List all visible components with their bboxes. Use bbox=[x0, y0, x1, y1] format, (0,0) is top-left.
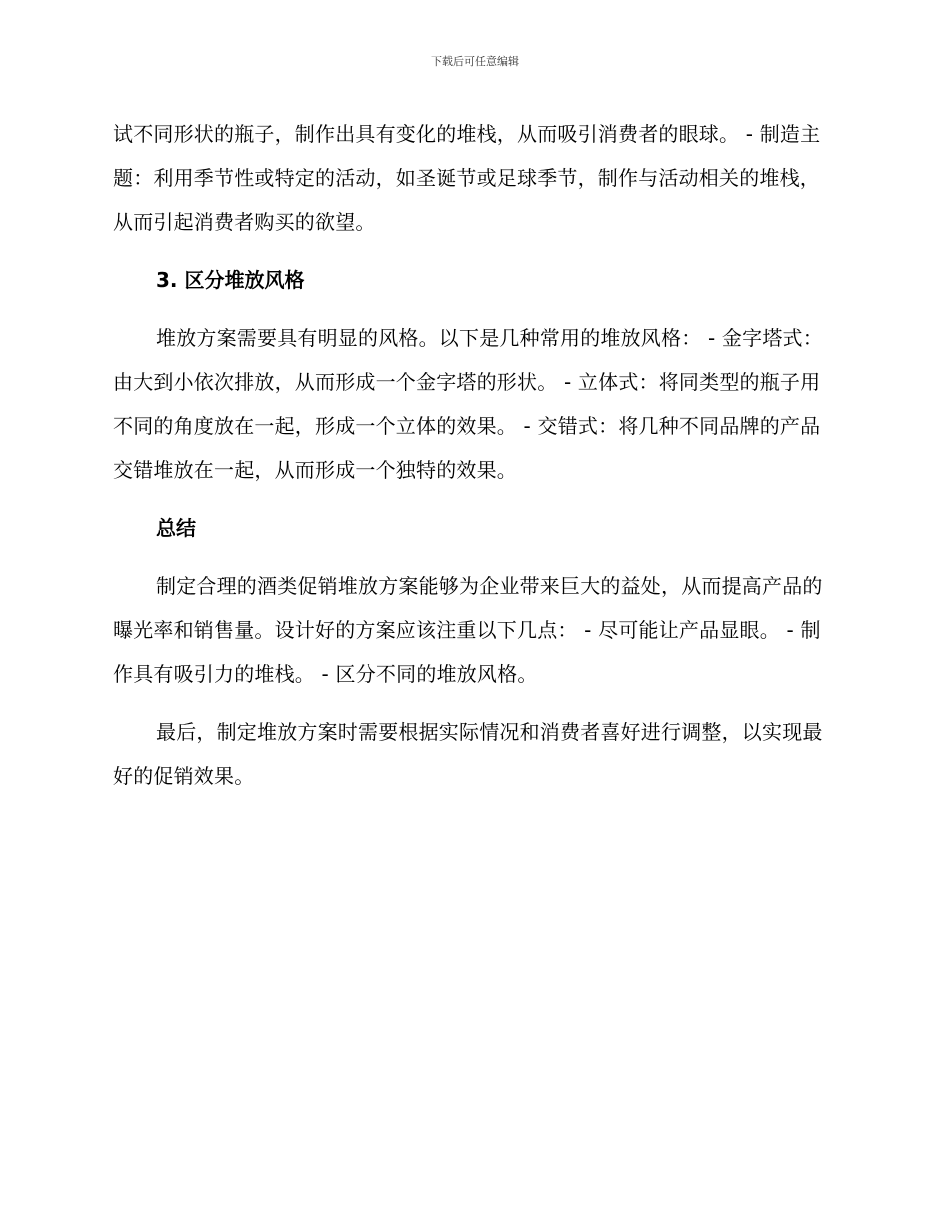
section-heading-stacking-style: 3. 区分堆放风格 bbox=[156, 268, 305, 292]
paragraph-stacking-styles: 堆放方案需要具有明显的风格。以下是几种常用的堆放风格： - 金字塔式：由大到小依次排放，从而形成一个金字塔的形状。 - 立体式：将同类型的瓶子用不同的角度放在一起，形成一个立体的效果。 - 交错式：将几种不同品牌的产品交错堆放在一起，从而形成一个独特的效果。 bbox=[113, 326, 823, 482]
paragraph-conclusion: 最后，制定堆放方案时需要根据实际情况和消费者喜好进行调整，以实现最好的促销效果。 bbox=[113, 720, 823, 788]
section-heading-summary: 总结 bbox=[156, 516, 196, 540]
page-header: 下载后可任意编辑 bbox=[431, 55, 519, 68]
paragraph-continuation: 试不同形状的瓶子，制作出具有变化的堆栈，从而吸引消费者的眼球。 - 制造主题：利用季节性或特定的活动，如圣诞节或足球季节，制作与活动相关的堆栈，从而引起消费者购买的欲望。 bbox=[113, 122, 821, 234]
paragraph-summary: 制定合理的酒类促销堆放方案能够为企业带来巨大的益处，从而提高产品的曝光率和销售量。设计好的方案应该注重以下几点： - 尽可能让产品显眼。 - 制作具有吸引力的堆栈。 - 区分不同的堆放风格。 bbox=[113, 574, 823, 686]
document-body bbox=[113, 112, 835, 812]
